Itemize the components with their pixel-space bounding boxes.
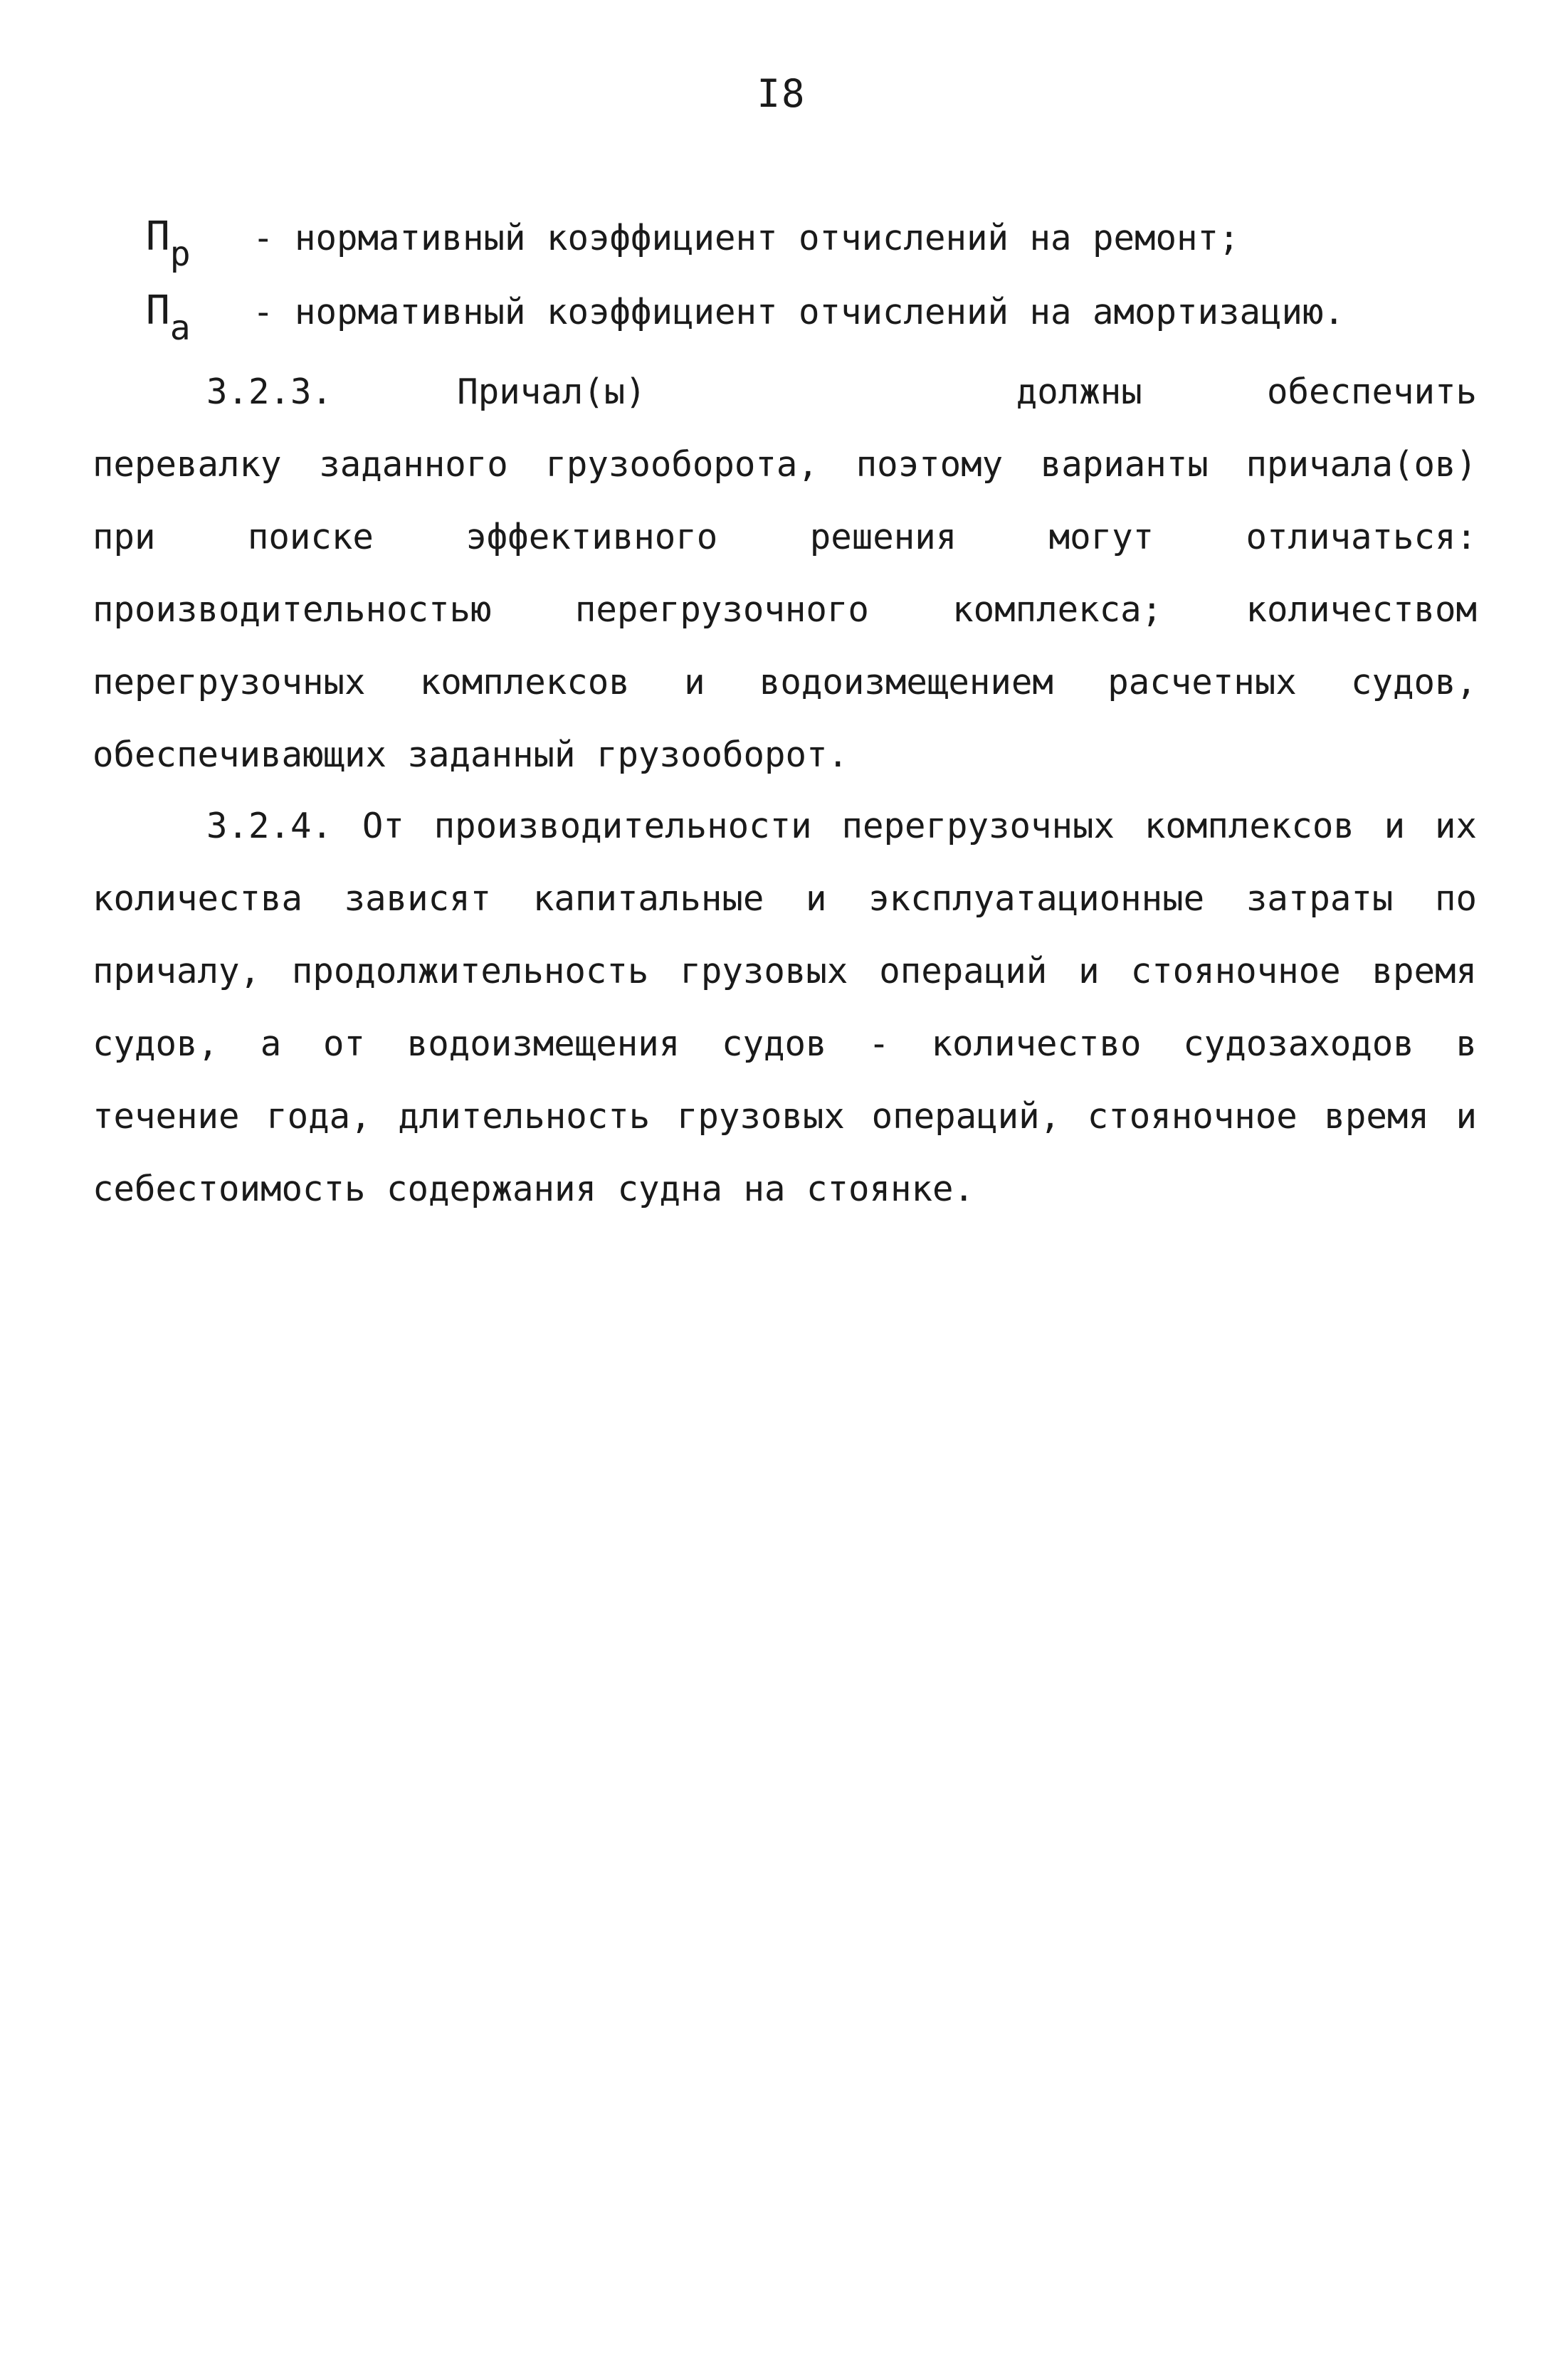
definition-item xyxy=(146,288,1498,362)
symbol-subscript: р xyxy=(169,234,191,274)
definition-text: - нормативный коэффициент отчислений на ремонт; xyxy=(253,218,1240,258)
definitions-list xyxy=(146,214,1498,362)
definition-symbol xyxy=(146,214,253,274)
symbol-letter: П xyxy=(146,214,170,260)
paragraph-body: должны обеспечить перевалку заданного грузооборота, поэтому варианты причала(ов) при поиске эффективного решения могут отличаться: производительностью перегрузочного комплекса; количеством перегрузочных комплексов и водоизмещением расчетных судов, обеспечивающих заданный грузооборот. xyxy=(93,372,1477,775)
definition-text: - нормативный коэффициент отчислений на амортизацию. xyxy=(253,292,1345,332)
definition-item xyxy=(146,214,1498,288)
paragraph-lead: 3.2.3. Причал(ы) xyxy=(206,372,646,412)
page-number: I8 xyxy=(757,71,806,116)
symbol-subscript: а xyxy=(169,308,191,348)
definition-symbol xyxy=(146,288,253,348)
paragraph-3-2-3 xyxy=(93,356,1477,791)
paragraph-3-2-4: 3.2.4. От производительности перегрузочных комплексов и их количества зависят капитальные и эксплуатационные затраты по причалу, продолжительность грузовых операций и стояночное время судов, а от водоизмещения судов - количество судозаходов в течение года, длительность грузовых операций, стояночное время и себестоимость содержания судна на стоянке. xyxy=(93,806,1477,1209)
symbol-letter: П xyxy=(146,288,170,334)
